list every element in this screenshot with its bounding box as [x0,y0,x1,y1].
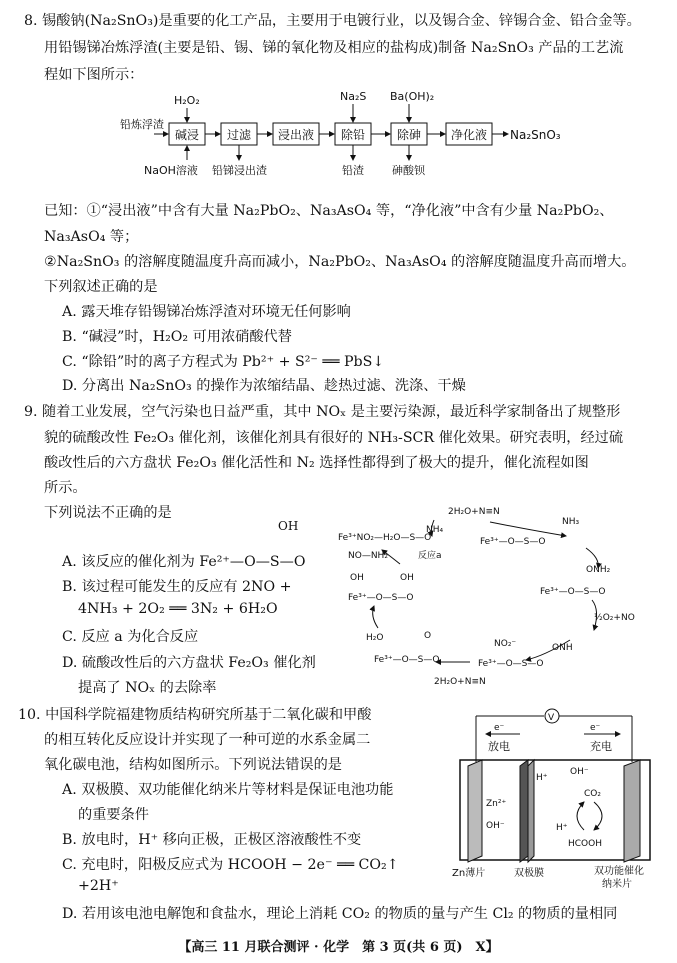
ion-oh-right: OH⁻ [570,767,589,777]
cycle-label-4: 反应a [418,551,442,561]
flow-input-2: Na₂S [340,90,367,103]
ion-co2: CO₂ [584,789,601,799]
cycle-label-11: Fe³⁺—O—S—O [540,587,606,597]
q9-line-4: 所示。 [44,480,87,496]
cycle-label-7: OH [350,573,364,583]
flow-output-4: 砷酸钡 [392,164,425,177]
electron-right: e⁻ [590,723,601,733]
flow-box-2: 过滤 [227,128,252,142]
flow-input-1: H₂O₂ [174,94,200,107]
q9-stem: 下列说法不正确的是 [44,505,172,521]
q9-option-a: A. 该反应的催化剂为 Fe²⁺—O—S—O [62,554,306,570]
flow-input-3: Ba(OH)₂ [390,90,435,103]
q10-battery-diagram [444,706,666,890]
q8-option-b: B. “碱浸”时，H₂O₂ 可用浓硝酸代替 [62,329,292,345]
q9-option-d: D. 硫酸改性后的六方盘状 Fe₂O₃ 催化剂 [62,655,316,671]
ion-zn: Zn²⁺ [486,799,507,809]
q10-option-c: C. 充电时，阳极反应式为 HCOOH − 2e⁻ ══ CO₂↑ [62,857,399,873]
q10-line-2: 的相互转化反应设计并实现了一种可逆的水系金属二 [44,732,371,748]
cycle-label-18: Fe³⁺—O—S—O [478,659,544,669]
flow-box-5: 除砷 [397,128,422,142]
q9-option-a-oh: OH [278,519,299,533]
q8-option-c: C. “除铅”时的离子方程式为 Pb²⁺ + S²⁻ ══ PbS↓ [62,354,385,370]
q10-option-b: B. 放电时，H⁺ 移向正极，正极区溶液酸性不变 [62,832,362,848]
label-bipolar: 双极膜 [514,868,544,879]
q9-option-c: C. 反应 a 为化合反应 [62,629,199,645]
cycle-label-17: Fe³⁺—O—S—O [374,655,440,665]
label-zn-sheet: Zn薄片 [452,868,486,879]
q8-known-2: Na₃AsO₄ 等； [44,229,139,245]
flow-output-3: 铅渣 [342,164,364,177]
q8-flow-diagram [112,88,582,180]
cycle-label-6: NH₃ [562,517,580,527]
flow-box-6: 净化液 [451,128,488,142]
flow-output-1: NaOH溶液 [144,164,198,177]
label-catalyst-2: 纳米片 [602,879,632,890]
label-discharge: 放电 [488,740,510,753]
cycle-label-9: Fe³⁺—O—S—O [348,593,414,603]
q8-stem: 下列叙述正确的是 [44,279,158,295]
q10-option-d: D. 若用该电池电解饱和食盐水，理论上消耗 CO₂ 的物质的量与产生 Cl₂ 的物质的量相同 [62,906,618,922]
flow-product: Na₂SnO₃ [510,128,561,142]
cycle-label-14: ONH [552,643,573,653]
flow-start-label: 铅炼浮渣 [120,118,164,131]
cycle-label-1: NH₄ [426,525,444,535]
ion-h-top: H⁺ [536,773,548,783]
q9-line-1: 9. 随着工业发展，空气污染也日益严重，其中 NOₓ 是主要污染源，最近科学家制备出了规整形 [24,404,621,420]
q9-line-2: 貌的硫酸改性 Fe₂O₃ 催化剂，该催化剂具有很好的 NH₃-SCR 催化效果。研究表明，经过硫 [44,430,624,446]
flow-box-1: 碱浸 [175,128,200,142]
cycle-label-5: Fe³⁺—O—S—O [480,537,546,547]
q8-line-2: 用铅锡锑冶炼浮渣(主要是铅、锡、锑的氧化物及相应的盐构成)制备 Na₂SnO₃ 产品的工艺流 [44,40,624,56]
label-charge: 充电 [590,740,612,753]
cycle-label-15: O [424,631,432,641]
cycle-label-0: 2H₂O+N≡N [448,507,500,517]
bipolar-membrane [520,760,528,862]
q10-option-c-cont: +2H⁺ [78,878,119,894]
cycle-label-16: NO₂⁻ [494,639,517,649]
ion-oh-left: OH⁻ [486,821,505,831]
electron-left: e⁻ [494,723,505,733]
flow-output-2: 铅锑浸出渣 [212,164,267,177]
q8-line-1: 8. 锡酸钠(Na₂SnO₃)是重要的化工产品，主要用于电镀行业，以及锡合金、锌锡合金、铅合金等。 [24,13,641,29]
q10-line-3: 氧化碳电池，结构如图所示。下列说法错误的是 [44,757,342,773]
q10-option-a: A. 双极膜、双功能催化纳米片等材料是保证电池功能 [62,782,394,798]
ion-hcooh: HCOOH [568,839,602,849]
q9-cycle-diagram [330,500,660,690]
q9-line-3: 酸改性后的六方盘状 Fe₂O₃ 催化活性和 N₂ 选择性都得到了极大的提升，催化流程如图 [44,455,589,471]
q10-option-a-cont: 的重要条件 [78,807,149,823]
q8-option-d: D. 分离出 Na₂SnO₃ 的操作为浓缩结晶、趁热过滤、洗涤、干燥 [62,378,466,394]
flow-box-3: 浸出液 [278,128,315,142]
cycle-label-3: NO—NH₂ [348,551,388,561]
zn-sheet [468,760,482,862]
cycle-label-2: Fe³⁺NO₂—H₂O—S—O [338,533,432,543]
q8-known-3: ②Na₂SnO₃ 的溶解度随温度升高而减小，Na₂PbO₂、Na₃AsO₄ 的溶解度随温度升高而增大。 [44,254,636,270]
q10-line-1: 10. 中国科学院福建物质结构研究所基于二氧化碳和甲酸 [18,707,372,723]
q8-known-1: 已知：①“浸出液”中含有大量 Na₂PbO₂、Na₃AsO₄ 等，“净化液”中含有少量 Na₂PbO₂、 [44,203,614,219]
catalyst-nanosheet [624,760,640,862]
q9-option-d-cont: 提高了 NOₓ 的去除率 [78,680,217,696]
voltmeter-label: V [548,713,555,723]
cycle-label-13: H₂O [366,633,384,643]
cycle-label-10: ONH₂ [586,565,611,575]
q8-option-a: A. 露天堆存铅锡锑冶炼浮渣对环境无任何影响 [62,304,351,320]
ion-h-bottom: H⁺ [556,823,568,833]
q9-option-b: B. 该过程可能发生的反应有 2NO + [62,579,292,595]
cycle-label-8: OH [400,573,414,583]
cycle-label-19: 2H₂O+N≡N [434,677,486,687]
q8-line-3: 程如下图所示： [44,67,144,83]
flow-box-4: 除铅 [341,128,366,142]
page-footer: 【高三 11 月联合测评 · 化学 第 3 页(共 6 页) X】 [178,940,499,955]
q9-option-b-cont: 4NH₃ + 2O₂ ══ 3N₂ + 6H₂O [78,601,278,617]
label-catalyst-1: 双功能催化 [594,866,644,877]
cycle-label-12: ½O₂+NO [594,613,635,623]
